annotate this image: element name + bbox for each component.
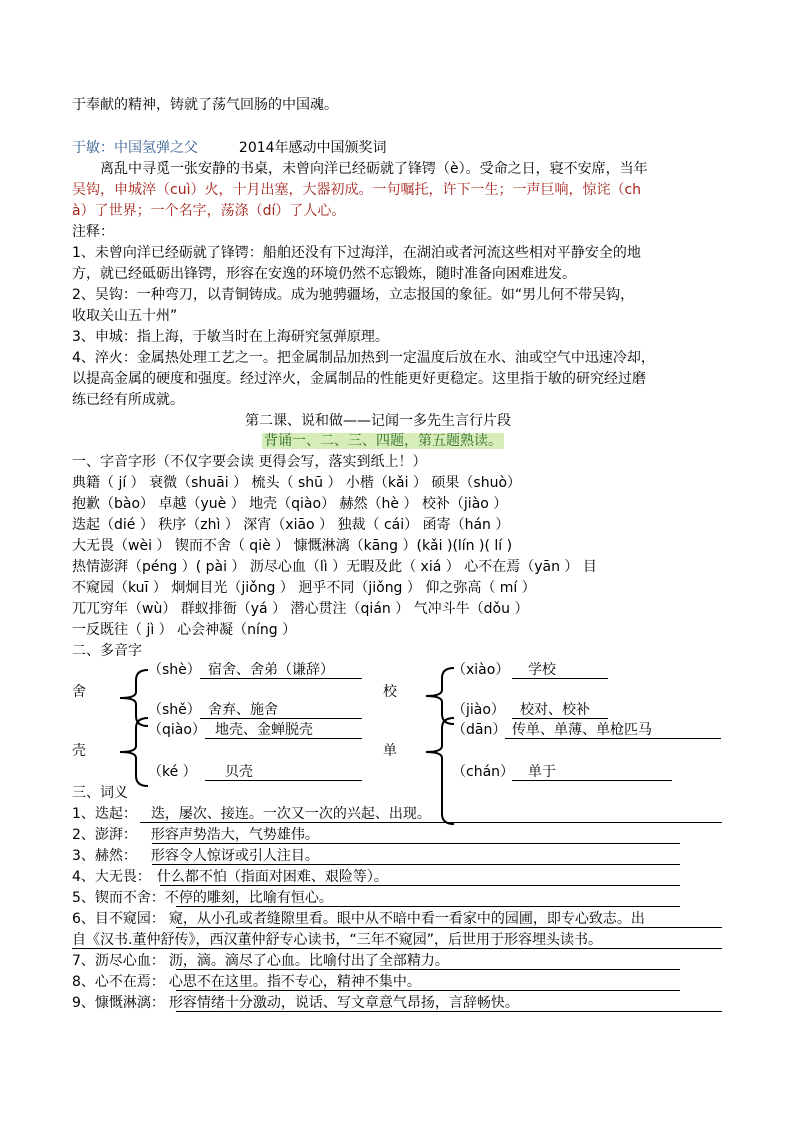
note-line: 1、未曾向洋已经砺就了锋锷：船舶还没有下过海洋，在湖泊或者河流这些相对平静安全的地 [72,245,641,261]
qiao-reading-2: （ké ） [148,764,197,780]
definition-item: 2、澎湃： 形容声势浩大，气势雄伟。 [72,827,319,843]
she-words-2: 舍弃、施舍 [208,702,278,718]
award-text-3: à）了世界；一个名字，荡涤（dí）了人心。 [72,203,346,219]
answer-line [505,738,721,739]
answer-line [152,843,680,844]
yumin-name: 于敏：中国氢弹之父 [72,140,198,156]
award-text-1: 离乱中寻觅一张安静的书桌，未曾向洋已经砺就了锋锷（è）。受命之日，寝不安席，当年 [100,161,648,177]
pronunciation-row: 不窥园（kuī ） 炯炯目光（jiǒng ） 迥乎不同（jiǒng ） 仰之弥高（ mí ） [72,580,536,596]
answer-line [160,885,680,886]
answer-line [176,927,722,928]
note-line: 以提高金属的硬度和强度。经过淬火，金属制品的性能更好更稳定。这里指于敏的研究经过磨 [72,371,646,387]
answer-line [205,738,362,739]
dan-words-1: 传单、单薄、单枪匹马 [512,722,652,738]
recite-note: 背诵一、二、三、四题，第五题熟读。 [264,433,502,449]
qiao-reading-1: （qiào） [148,722,206,738]
note-line: 2、吴钩：一种弯刀，以青铜铸成。成为驰骋疆场，立志报国的象征。如“男儿何不带吴钩， [72,287,635,303]
she-words-1: 宿舍、舍弟（谦辞） [208,662,334,678]
answer-line [72,948,722,949]
answer-line [512,718,608,719]
xiao-reading-2: （jiào） [452,702,505,718]
definition-item: 1、迭起： 迭，屡次、接连。一次又一次的兴起、出现。 [72,806,431,822]
answer-line [176,906,680,907]
answer-line [140,822,722,823]
pronunciation-row: 兀兀穷年（wù） 群蚁排衙（yá ） 潜心贯注（qián ） 气冲斗牛（dǒu ） [72,601,529,617]
she-reading-1: （shè） [148,662,201,678]
definition-item: 4、大无畏： 什么都不怕（指面对困难、艰险等）。 [72,869,388,885]
polyphone-char-dan: 单 [383,743,397,759]
dan-reading-2: （chán） [452,764,515,780]
definition-item: 7、沥尽心血： 沥，滴。滴尽了心血。比喻付出了全部精力。 [72,953,449,969]
note-line: 3、申城：指上海，于敏当时在上海研究氢弹原理。 [72,329,389,345]
polyphone-char-she: 舍 [72,684,86,700]
yumin-award: 2014年感动中国颁奖词 [238,140,387,156]
lesson-title: 第二课、说和做——记闻一多先生言行片段 [245,413,511,429]
definition-item: 3、赫然： 形容令人惊讶或引人注目。 [72,848,319,864]
answer-line [176,990,680,991]
definition-item: 自《汉书.董仲舒传》，西汉董仲舒专心读书，“三年不窥园”，后世用于形容埋头读书。 [72,932,602,948]
brace-qiao [112,716,152,788]
notes-title: 注释： [72,224,114,240]
section2-title: 二、多音字 [72,643,142,659]
xiao-reading-1: （xiào） [452,662,510,678]
xiao-words-1: 学校 [528,662,556,678]
pronunciation-row: 大无畏（wèi ） 锲而不舍（ qiè ） 慷慨淋漓（kāng ）(kǎi )(lín )( lí ) [72,538,513,554]
definition-item: 8、心不在焉： 心思不在这里。指不专心，精神不集中。 [72,974,421,990]
she-reading-2: （shě） [148,702,201,718]
answer-line [512,678,608,679]
qiao-words-2: 贝壳 [225,764,253,780]
definition-item: 6、目不窥园： 窥，从小孔或者缝隙里看。眼中从不暗中看一看家中的园圃，即专心致志。出 [72,911,645,927]
pronunciation-row: 抱歉（bào） 卓越（yuè ） 地壳（qiào） 赫然（hè ） 校补（jiào ） [72,496,508,512]
yumin-header [72,139,387,157]
polyphone-char-xiao: 校 [383,684,397,700]
answer-line [176,969,680,970]
xiao-words-2: 校对、校补 [520,702,590,718]
answer-line [200,718,362,719]
answer-line [512,780,672,781]
polyphone-char-qiao: 壳 [72,743,86,759]
note-line: 方，就已经砥砺出锋锷，形容在安逸的环境仍然不忘锻炼，随时准备向困难进发。 [72,266,576,282]
section3-title: 三、词义 [72,785,128,801]
award-text-2: 吴钩，申城淬（cuì）火，十月出塞，大器初成。一句嘱托，许下一生；一声巨响，惊诧（ch [72,182,642,198]
dan-reading-1: （dān） [452,722,507,738]
answer-line [152,864,680,865]
pronunciation-row: 一反既往（ jì ） 心会神凝（níng ） [72,622,297,638]
answer-line [176,1011,722,1012]
pronunciation-row: 热情澎湃（péng ）( pài ） 沥尽心血（lì ）无暇及此（ xiá ） 心不在焉（yān ） 目 [72,559,597,575]
definition-item: 9、慷慨淋漓： 形容情绪十分激动，说话、写文章意气昂扬，言辞畅快。 [72,995,519,1011]
note-line: 4、淬火：金属热处理工艺之一。把金属制品加热到一定温度后放在水、油或空气中迅速冷却， [72,350,655,366]
dan-words-2: 单于 [528,764,556,780]
answer-line [205,780,362,781]
answer-line [200,678,362,679]
qiao-words-1: 地壳、金蝉脱壳 [215,722,313,738]
pronunciation-row: 迭起（dié ） 秩序（zhì ） 深宵（xiāo ） 独裁（ cái） 函寄（hán ） [72,517,510,533]
definition-item: 5、锲而不舍：不停的雕刻，比喻有恒心。 [72,890,333,906]
section1-title: 一、字音字形（不仅字要会读 更得会写，落实到纸上！） [72,454,427,470]
note-line: 收取关山五十州” [72,308,178,324]
note-line: 练已经有所成就。 [72,392,184,408]
pronunciation-row: 典籍（ jí ） 衰微（shuāi ） 梳头（ shū ） 小楷（kǎi ） 硕果（shuò） [72,475,522,491]
intro-tail: 于奉献的精神，铸就了荡气回肠的中国魂。 [72,97,338,113]
